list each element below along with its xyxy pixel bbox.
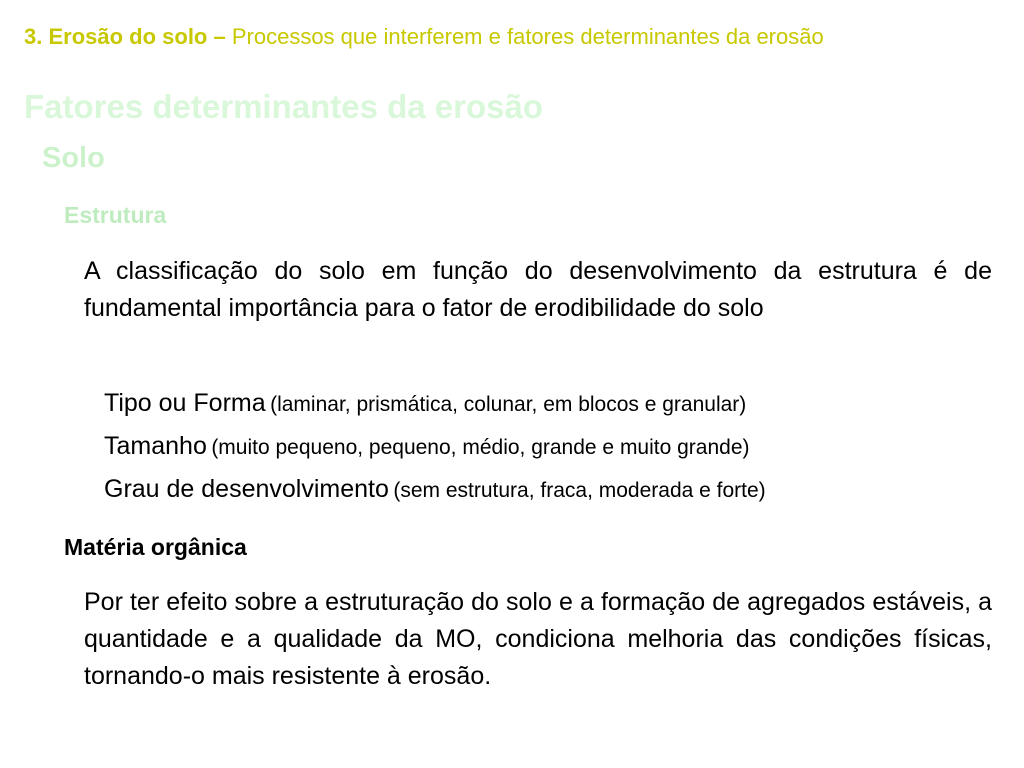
list-item-detail: (sem estrutura, fraca, moderada e forte)	[393, 479, 766, 502]
estrutura-heading: Estrutura	[64, 202, 167, 228]
materia-organica-paragraph: Por ter efeito sobre a estruturação do solo e a formação de agregados estáveis, a quantidade e a qualidade da MO, condiciona melhoria das condições físicas, tornando-o mais resistente à erosão.	[84, 588, 992, 690]
list-item-main: Grau de desenvolvimento	[104, 475, 389, 503]
list-item-detail: (laminar, prismática, colunar, em blocos e granular)	[270, 393, 747, 416]
list-item-main: Tipo ou Forma	[104, 389, 266, 417]
list-item	[104, 469, 1004, 512]
slide-header	[24, 24, 824, 50]
header-title-bold: 3. Erosão do solo –	[24, 24, 226, 49]
section-title: Fatores determinantes da erosão	[24, 88, 544, 125]
header-title-rest: Processos que interferem e fatores determinantes da erosão	[231, 24, 824, 49]
list-item	[104, 426, 1004, 469]
estrutura-paragraph: A classificação do solo em função do desenvolvimento da estrutura é de fundamental importância para o fator de erodibilidade do solo	[84, 257, 992, 322]
estrutura-list	[104, 383, 1004, 512]
list-item	[104, 383, 1004, 426]
list-item-main: Tamanho	[104, 432, 207, 460]
section-subtitle: Solo	[42, 142, 105, 174]
materia-organica-heading: Matéria orgânica	[64, 534, 247, 560]
list-item-detail: (muito pequeno, pequeno, médio, grande e muito grande)	[211, 436, 750, 459]
